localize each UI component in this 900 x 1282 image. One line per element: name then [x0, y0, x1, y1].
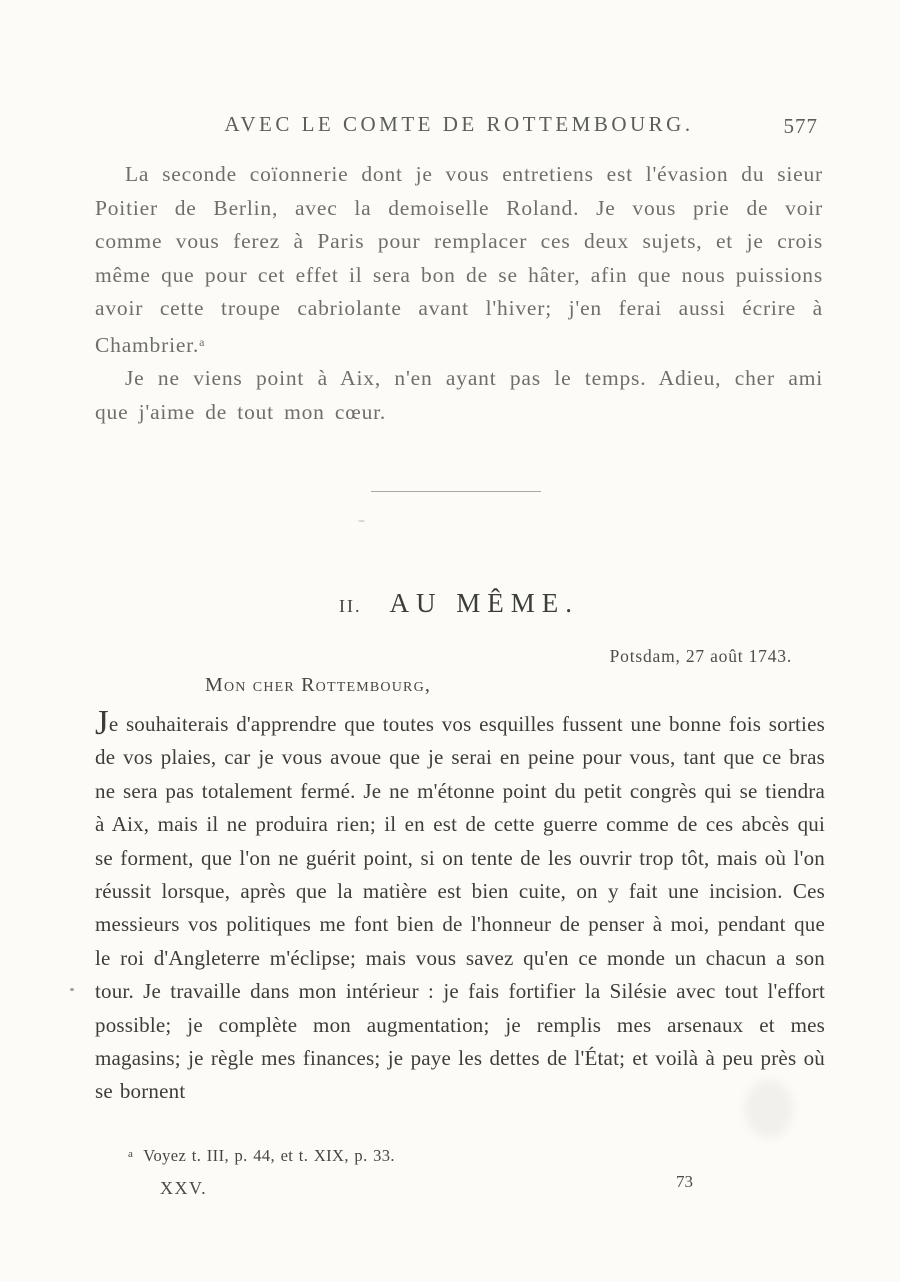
dateline: Potsdam, 27 août 1743.	[609, 646, 792, 666]
running-title: AVEC LE COMTE DE ROTTEMBOURG.	[224, 112, 694, 136]
running-header	[95, 112, 823, 142]
letter-one-closing-text	[95, 158, 823, 429]
letter-number: II.	[339, 596, 362, 616]
footnote-text: Voyez t. III, p. 44, et t. XIX, p. 33.	[143, 1146, 395, 1165]
section-divider-rule	[371, 491, 541, 492]
letter-two-body-text: e souhaiterais d'apprendre que toutes vos esquilles fussent une bonne fois sorties de vos plaies, car je vous avoue que je serai en peine pour vous, tant que ce bras ne sera pas totalement fermé. Je ne m'étonne point du petit congrès qui se tiendra à Aix, mais il ne produira rien; il en est de cette guerre comme de ces abcès qui se forment, que l'on ne guérit point, si on tente de les ouvrir trop tôt, mais où l'on réussit lorsque, après que la matière est bien cuite, on y fait une incision. Ces messieurs vos politiques me font bien de l'honneur de penser à moi, pendant que le roi d'Angleterre m'éclipse; mais vous savez qu'en ce monde un chacun a son tour. Je travaille dans mon intérieur : je fais fortifier la Silésie avec tout l'effort possible; je complète mon augmentation; je remplis mes arsenaux et mes magasins; je règle mes finances; je paye les dettes de l'État; et voilà à peu près où se bornent	[95, 712, 825, 1104]
salutation: Mon cher Rottembourg,	[205, 674, 432, 696]
scan-speck	[358, 520, 365, 522]
initial-capital: J	[95, 703, 109, 742]
letter-two-body	[95, 703, 825, 1109]
page-number: 577	[783, 114, 818, 138]
letter-one-paragraph-1: La seconde coïonnerie dont je vous entretiens est l'évasion du sieur Poitier de Berlin, avec la demoiselle Roland. Je vous prie de voir comme vous ferez à Paris pour remplacer ces deux sujets, et je crois même que pour cet effet il sera bon de se hâter, afin que nous puissions avoir cette troupe cabriolante avant l'hiver; j'en ferai aussi écrire à Chambrier.$^a$	[95, 162, 823, 357]
footnote	[128, 1146, 395, 1166]
letter-one-paragraph-2: Je ne viens point à Aix, n'en ayant pas le temps. Adieu, cher ami que j'aime de tout mon cœur.	[95, 366, 823, 424]
sheet-number: 73	[676, 1172, 693, 1191]
footnote-marker: a	[128, 1148, 134, 1160]
letter-title: AU MÊME.	[389, 588, 579, 618]
volume-signature: XXV.	[160, 1178, 208, 1198]
footnote-reference-marker: a	[199, 334, 205, 349]
scan-speck	[70, 988, 74, 991]
letter-two-heading	[95, 588, 823, 619]
